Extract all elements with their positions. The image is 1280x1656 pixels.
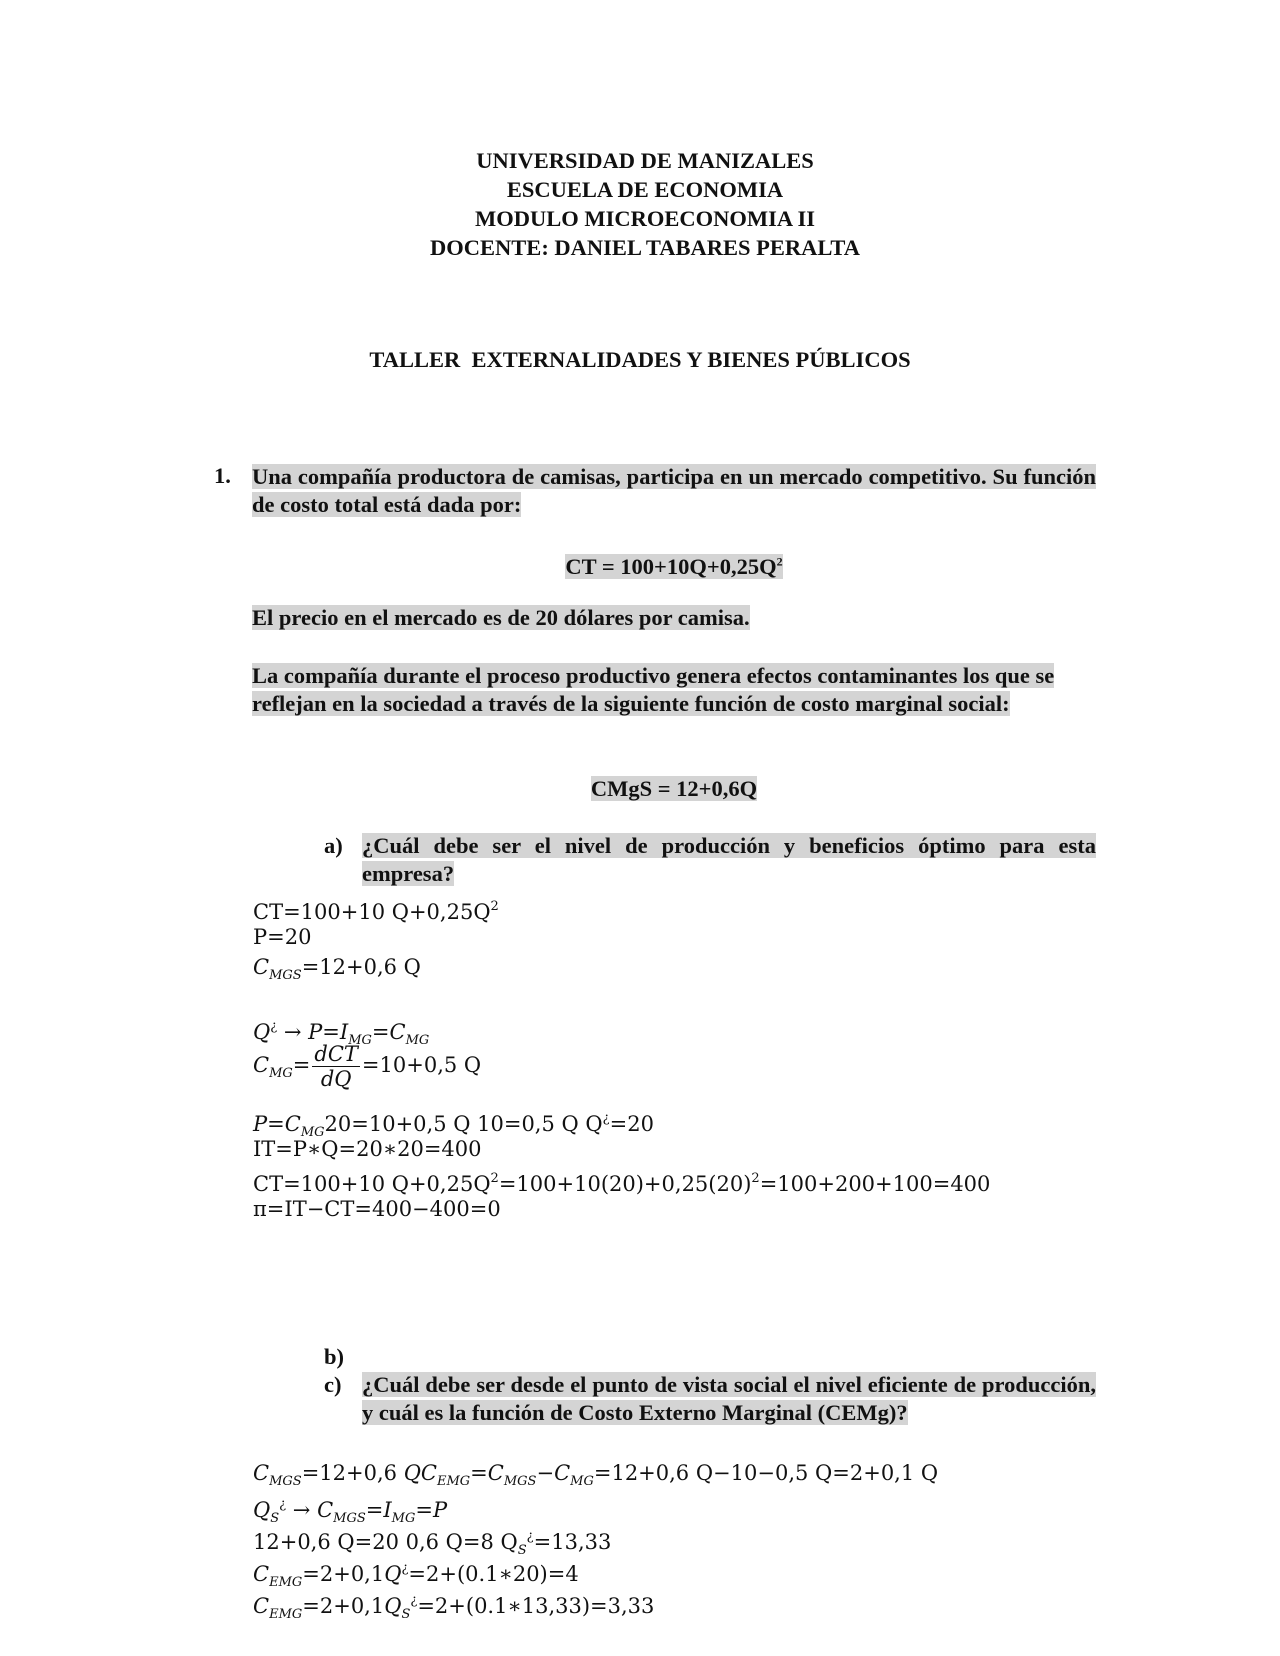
- header-university: UNIVERSIDAD DE MANIZALES: [476, 148, 814, 173]
- math-c-line3: 12+0,6 Q=20 0,6 Q=8 $Q_S^¿=13,33$: [253, 1529, 612, 1558]
- pollution-text: La compañía durante el proceso productivo genera efectos contaminantes los que se reflejan en la sociedad a través de la siguiente función de costo marginal social:: [252, 663, 1055, 716]
- document-header: [0, 146, 1280, 262]
- part-a-question-text: ¿Cuál debe ser el nivel de producción y beneficios óptimo para esta empresa?: [362, 833, 1096, 886]
- math-a-cmgs: =12+0,6 Q: [301, 955, 421, 979]
- math-a-line1: CT=100+10 $Q+0,25Q^2$: [253, 899, 499, 924]
- math-c-cemg: =12+0,6 Q−10−0,5 Q=2+0,1 Q: [593, 1461, 939, 1485]
- frac-numerator: dCT: [314, 1042, 358, 1066]
- math-a-solve: 20=10+0,5 Q 10=0,5 Q Q: [324, 1112, 603, 1136]
- part-c-question: [362, 1371, 1096, 1427]
- math-a-line9: [253, 1194, 501, 1224]
- pollution-paragraph: [252, 662, 1096, 718]
- math-a-price: P=20: [253, 925, 312, 949]
- price-text: El precio en el mercado es de 20 dólares por camisa.: [252, 605, 750, 630]
- math-a-ct-result: =100+200+100=400: [759, 1172, 991, 1196]
- math-a-line8: CT=100+10 $Q+0,25Q^2=100+10(20)+0,25(20)^2=100+200+100=400$: [253, 1171, 991, 1196]
- document-title: TALLER EXTERNALIDADES Y BIENES PÚBLICOS: [369, 347, 911, 372]
- part-a-label: a): [324, 833, 343, 858]
- ct-exponent: 2: [776, 554, 783, 568]
- question-intro-text: Una compañía productora de camisas, participa en un mercado competitivo. Su función de costo total está dada por:: [252, 464, 1096, 517]
- math-a-line3: [253, 952, 421, 991]
- cmgs-equation-text: CMgS = 12+0,6Q: [590, 776, 758, 801]
- derivative-fraction: [312, 1042, 360, 1091]
- math-c-line5: $C_{EMG}=2+0,1Q_S^¿=2+(0.1∗13,33)=3,33$: [253, 1593, 655, 1622]
- cmgs-equation: [252, 775, 1096, 803]
- math-c-solve: 12+0,6 Q=20 0,6 Q=8 Q: [253, 1530, 518, 1554]
- math-c-line1: $C_{MGS}=12+0,6$ $QC_{EMG}=C_{MGS}-C_{MG}=12+0,6$ Q−10−0,5 Q=2+0,1 Q: [253, 1461, 939, 1489]
- math-a-line5: $C_{MG}=$ $\frac{\text{dCT}}{dQ}$ =10+0,5 Q: [253, 1042, 482, 1091]
- math-a-q: =20: [609, 1112, 654, 1136]
- math-a-c: C: [253, 955, 270, 979]
- part-c-question-text: ¿Cuál debe ser desde el punto de vista social el nivel eficiente de producción, y cuál es la función de Costo Externo Marginal (CEMg)?: [362, 1372, 1096, 1425]
- header-teacher: DOCENTE: DANIEL TABARES PERALTA: [430, 235, 860, 260]
- frac-denominator: dQ: [320, 1067, 352, 1091]
- math-a-ct2: CT=100+10 Q+0,25Q: [253, 1172, 491, 1196]
- math-a-sub: MGS: [269, 968, 302, 983]
- part-c-label: c): [324, 1372, 342, 1397]
- question-intro: [252, 463, 1096, 519]
- price-paragraph: [252, 604, 1096, 632]
- header-school: ESCUELA DE ECONOMIA: [506, 177, 784, 202]
- math-c-cemg-social: =2+(0.1∗13,33)=3,33: [417, 1594, 655, 1618]
- header-module: MODULO MICROECONOMIA II: [474, 206, 815, 231]
- math-c-qs: =13,33: [533, 1530, 612, 1554]
- math-c-line2: $Q_S^¿ \to C_{MGS}=I_{MG}=P$: [253, 1497, 448, 1526]
- math-a-line2: [253, 922, 311, 952]
- math-c-line4: $C_{EMG}=2+0,1Q^¿=2+(0.1∗20)=4$: [253, 1561, 579, 1590]
- math-a-line6: $P=C_{MG}20=10+0,5$ Q 10=0,5 Q Q¿=20: [253, 1111, 654, 1140]
- math-a-line7: [253, 1134, 482, 1164]
- part-a-question: [362, 832, 1096, 888]
- math-a-profit: π=IT−CT=400−400=0: [253, 1197, 501, 1221]
- ct-equation-text: CT = 100+10Q+0,25Q: [565, 553, 777, 579]
- ct-equation: [252, 547, 1096, 581]
- math-a-ct: CT=100+10 Q+0,25Q: [253, 900, 491, 924]
- math-a-cmg: =10+0,5 Q: [361, 1053, 482, 1077]
- question-number: 1.: [214, 463, 231, 488]
- math-a-ct-sub: =100+10(20)+0,25(20): [498, 1172, 752, 1196]
- math-c-cemg-private: =2+(0.1∗20)=4: [408, 1562, 579, 1586]
- part-b-label: b): [324, 1344, 345, 1369]
- math-a-it: IT=P∗Q=20∗20=400: [253, 1137, 482, 1161]
- math-a-line4: $Q^¿ \to P=I_{MG}=C_{MG}$: [253, 1019, 430, 1048]
